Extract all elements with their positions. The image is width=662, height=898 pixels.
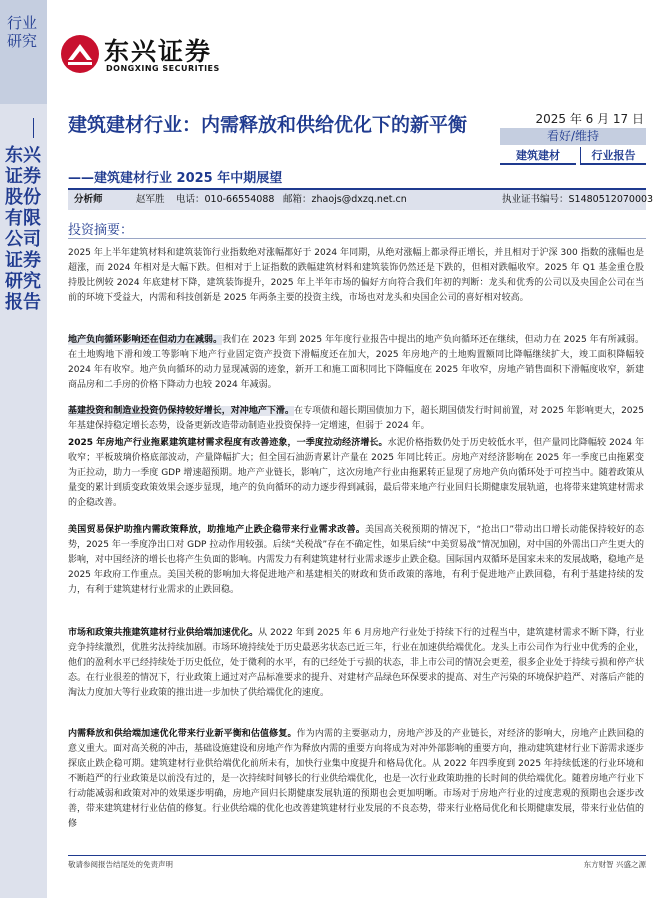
paragraph-lead: 地产负向循环影响还在但动力在减弱。 xyxy=(68,335,223,345)
logo-chinese-name: 东兴证券 xyxy=(104,37,213,66)
analyst-label: 分析师 xyxy=(74,194,103,205)
paragraph-lead: 2025 年房地产行业拖累建筑建材需求程度有改善迹象，一季度拉动经济增长。 xyxy=(68,438,388,448)
footer-slogan: 东方财智 兴盛之源 xyxy=(583,860,646,869)
summary-divider xyxy=(68,238,646,239)
paragraph xyxy=(68,436,644,511)
paragraph xyxy=(68,246,644,306)
analyst-certificate: 执业证书编号：S1480512070003 xyxy=(502,194,654,205)
sidebar-company-name: 东兴证券股份有限公司证券研究报告 xyxy=(5,145,41,313)
paragraph-lead: 美国贸易保护助推内需政策释放，助推地产止跌企稳带来行业需求改善。 xyxy=(68,525,366,535)
paragraph-body: 2025 年上半年建筑材料和建筑装饰行业指数绝对涨幅都好于 2024 年同期，从绝对涨幅上都录得正增长，并且相对于沪深 300 指数的涨幅也是超涨，而 2024 年相对是大幅下跌。但相对于上证指数的跌幅建筑材料和建筑装饰仍然还是下跌的，但相对跌幅收窄。2025 年 Q1 基金重仓股持股比例较 2024 年底建材下降，建筑装饰提升，2025 年上半年市场的偏好方向符合我们年初的判断：龙头和优秀的公司以及央国企公司在当前的环境下受益大，内需和科技创新是 2025 年两条主要的投资主线，市场也对龙头和央国企公司的喜好相对较高。 xyxy=(68,248,644,303)
paragraph xyxy=(68,523,644,598)
paragraph-body: 从 2022 年到 2025 年 6 月房地产行业处于持续下行的过程当中，建筑建材需求不断下降，行业竞争持续激烈，优胜劣汰持续加剧。市场环境持续处于历史最恶劣状态已近三年，行业在加速供给端优化。龙头上市公司作为行业中优秀的企业，他们的盈利水平已经持续处于历史低位，处于微利的水平，有的已经处于亏损的状态，非上市公司的情况会更差，很多企业处于持续亏损和停产状态。在行业很差的情况下，行业政策上通过对产品标准要求的提升、对建材产品绿色环保要求的提高、对生产污染的环境保护趋严、对落后产能的淘汰力度加大等行业政策的推出进一步加快了供给端优化的速度。 xyxy=(68,628,645,698)
footer-disclaimer: 敬请参阅报告结尾处的免责声明 xyxy=(68,860,173,869)
report-subtitle: ——建筑建材行业 2025 年中期展望 xyxy=(68,171,283,186)
report-type-tag: 行业报告 xyxy=(580,147,646,165)
sidebar xyxy=(0,0,47,898)
analyst-email[interactable]: 邮箱：zhaojs@dxzq.net.cn xyxy=(283,194,407,205)
logo-mark-icon xyxy=(60,34,100,74)
paragraph xyxy=(68,333,644,393)
sidebar-section-label: 行业研究 xyxy=(7,14,38,50)
report-info-box xyxy=(500,110,646,166)
summary-heading: 投资摘要： xyxy=(68,223,134,238)
industry-tag: 建筑建材 xyxy=(500,147,576,165)
analyst-phone: 电话：010-66554088 xyxy=(176,194,275,205)
analyst-bar xyxy=(68,188,654,210)
paragraph-body: 水泥价格指数仍处于历史较低水平，但产量同比降幅较 2024 年收窄；平板玻璃价格底部波动，产量降幅扩大；但全国石油沥青累计产量在 2025 年同比转正。房地产对经济影响在 2025 年一季度已由拖累变为正拉动，助力一季度 GDP 增速超预期。地产产业链长，影响广，这次房地产行业由拖累转正显现了房地产负向循环处于可控当中。随着政策从量变的累计到质变政策效果会逐步显现，地产的负向循环的动力逐步得到减弱，最后带来地产行业回归长期健康发展轨道，也将带来建筑建材需求的企稳改善。 xyxy=(68,438,645,508)
paragraph-lead: 市场和政策共推建筑建材行业供给端加速优化。 xyxy=(68,628,259,638)
paragraph xyxy=(68,626,644,701)
rating-badge: 看好/维持 xyxy=(500,128,646,145)
company-logo xyxy=(60,28,240,86)
paragraph xyxy=(68,727,644,832)
paragraph-body: 美国高关税预期的情况下，“抢出口”带动出口增长动能保持较好的态势，2025 年一季度净出口对 GDP 拉动作用较强。后续“关税战”存在不确定性，如果后续“中美贸易战”情况加剧，对中国的外需出口产生更大的影响，对中国经济的增长也将产生负面的影响。内需发力有利建筑建材行业需求逐步止跌企稳。国际国内双循环是国家未来的发展战略，稳地产是 2025 年政府工作重点。美国关税的影响加大将促进地产和基建相关的财政和货币政策的落地，有利于促进地产止跌回稳，有利于基建持续的发力，有利于建筑建材行业需求的止跌回稳。 xyxy=(68,525,645,595)
report-date: 2025 年 6 月 17 日 xyxy=(535,112,644,126)
analyst-name: 赵军胜 xyxy=(136,194,165,205)
paragraph-lead: 基建投资和制造业投资仍保持较好增长，对冲地产下滑。 xyxy=(68,406,295,416)
paragraph-lead: 内需释放和供给端加速优化带来行业新平衡和估值修复。 xyxy=(68,729,297,739)
logo-english-name: DONGXING SECURITIES xyxy=(106,64,220,73)
paragraph xyxy=(68,404,644,434)
paragraph-body: 在专项债和超长期国债加力下，超长期国债发行时间前置，对 2025 年影响更大，2025 年基建保持稳定增长态势，设备更新改造带动制造业投资保持一定增速，但弱于 2024 年。 xyxy=(68,406,644,431)
footer-divider xyxy=(68,855,646,856)
sidebar-top-block xyxy=(0,0,47,104)
report-title: 建筑建材行业：内需释放和供给优化下的新平衡 xyxy=(68,114,468,136)
sidebar-divider xyxy=(33,118,34,138)
paragraph-body: 我们在 2023 年到 2025 年年度行业报告中提出的地产负向循环还在继续，但动力在 2025 年有所减弱。在土地购地下滑和竣工等影响下地产行业固定资产投资下滑幅度还在加大，2025 年房地产的土地购置额同比降幅继续扩大，竣工面积降幅较 2024 年有收窄。地产负向循环的动力显现减弱的迹象，新开工和施工面积同比下降幅度在 2025 年收窄，房地产销售面积下滑幅度收窄，新建商品房和二手房的价格下降动力也较 2024 年减弱。 xyxy=(68,335,644,390)
paragraph-body: 作为内需的主要驱动力，房地产涉及的产业链长，对经济的影响大，房地产止跌回稳的意义重大。面对高关税的冲击，基础设施建设和房地产作为释放内需的重要方向将成为对冲外部影响的重要方向，推动建筑建材行业下游需求逐步探底止跌企稳可期。建筑建材行业供给端优化前所未有，加快行业集中度提升和格局优化。从 2022 年四季度到 2025 年持续低迷的行业环境和不断趋严的行业政策是以前没有过的，是一次持续时间够长的行业供给端优化，也是一次行业政策助推的长时间的供给端优化。随着房地产行业下行动能减弱和政策对冲的效果逐步明确，房地产回归长期健康发展轨道的预期也会更加明晰。市场对于房地产行业的过度悲观的预期也会逐步改善，带来建筑建材行业估值的修复。行业供给端的优化也改善建筑建材行业发展的不良态势，带来行业格局优化和长期健康发展，带来行业估值的修 xyxy=(68,729,645,829)
